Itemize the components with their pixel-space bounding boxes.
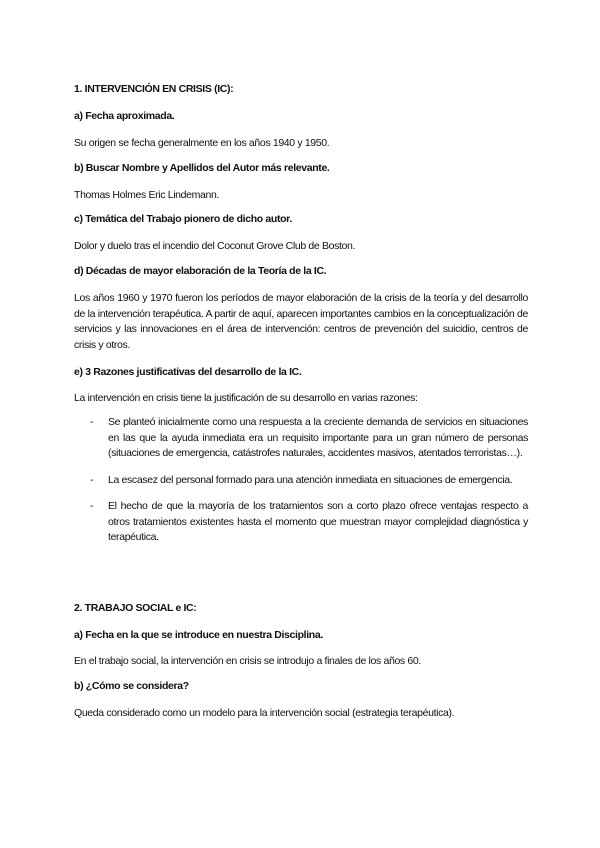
- section-2b-text: Queda considerado como un modelo para la intervención social (estrategia terapéutica).: [74, 707, 455, 719]
- section-2a-text: En el trabajo social, la intervención en crisis se introdujo a finales de los años 60.: [74, 655, 421, 667]
- bullet-marker: -: [90, 416, 94, 428]
- list-item: [90, 473, 528, 489]
- section-1d-paragraph: Los años 1960 y 1970 fueron los períodos de mayor elaboración de la crisis de la teoría y del desarrollo de la intervención terapéutica. A partir de aquí, aparecen importantes cambios en la conceptualización de servicios y las innovaciones en el área de intervención: centros de prevención del suicidio, centros de crisis y otros.: [74, 292, 528, 351]
- section-1d-heading: d) Décadas de mayor elaboración de la Teoría de la IC.: [74, 265, 327, 277]
- section-2b-heading: b) ¿Cómo se considera?: [74, 680, 189, 692]
- list-item-text: El hecho de que la mayoría de los tratamientos son a corto plazo ofrece ventajas respecto a otros tratamientos existentes hasta el momento que muestran mayor complejidad diagnóstica y terapéutica.: [108, 500, 528, 543]
- section-1c-text: Dolor y duelo tras el incendio del Coconut Grove Club de Boston.: [74, 240, 356, 252]
- section-1b-text: Thomas Holmes Eric Lindemann.: [74, 189, 220, 201]
- section-1a-text: Su origen se fecha generalmente en los años 1940 y 1950.: [74, 137, 330, 149]
- list-item: [90, 499, 528, 546]
- list-item-text: Se planteó inicialmente como una respuesta a la creciente demanda de servicios en situaciones en las que la ayuda inmediata era un requisito importante para un gran número de personas (situaciones de emergencia, catástrofes naturales, accidentes masivos, atentados terroristas…).: [108, 416, 528, 459]
- section-1c-heading: c) Temática del Trabajo pionero de dicho autor.: [74, 213, 292, 225]
- list-item: [90, 415, 528, 462]
- section-1e-heading: e) 3 Razones justificativas del desarrollo de la IC.: [74, 366, 302, 378]
- list-item-text: La escasez del personal formado para una atención inmediata en situaciones de emergencia.: [108, 473, 513, 486]
- section-1e-intro: La intervención en crisis tiene la justificación de su desarrollo en varias razones:: [74, 392, 418, 404]
- section-2a-heading: a) Fecha en la que se introduce en nuestra Disciplina.: [74, 629, 323, 641]
- section-2-title: 2. TRABAJO SOCIAL e IC:: [74, 602, 197, 614]
- bullet-marker: -: [90, 473, 94, 486]
- section-1b-heading: b) Buscar Nombre y Apellidos del Autor más relevante.: [74, 162, 330, 174]
- reasons-list: [90, 415, 528, 557]
- bullet-marker: -: [90, 500, 94, 512]
- section-1a-heading: a) Fecha aproximada.: [74, 110, 175, 122]
- section-1-title: 1. INTERVENCIÓN EN CRISIS (IC):: [74, 83, 234, 95]
